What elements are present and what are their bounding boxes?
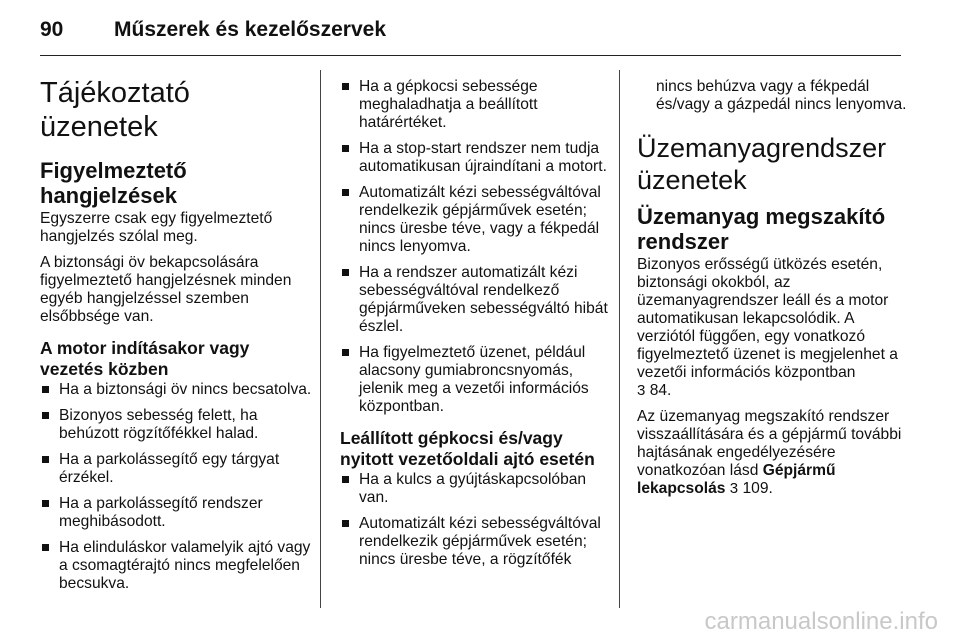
column-divider [320,70,321,608]
list-item: Automatizált kézi sebességváltóval rendelkezik gépjárművek esetén; nincs üresbe téve, a rögzítőfék [340,515,612,569]
subheading-engine-start: A motor indításakor vagy vezetés közben [40,338,250,379]
column-2 [340,64,612,577]
subheading-warning-chimes: Figyelmeztető hangjelzések [40,158,187,208]
paragraph [637,408,909,498]
watermark: carmanualsonline.info [704,608,938,635]
page-reference-icon: 3 [729,480,739,497]
list-item-continued: nincs behúzva vagy a fékpedál és/vagy a gázpedál nincs lenyomva. [656,78,907,113]
list-item: Ha a parkolássegítő rendszer meghibásodott. [40,495,312,531]
paragraph-text: Az üzemanyag megszakító rendszer visszaállítására és a gépjármű további hajtásának engedélyezésére vonatkozóan lásd [637,408,902,479]
bullet-list [340,471,612,569]
subheading-fuel-cutoff: Üzemanyag megszakító rendszer [637,204,886,254]
page-header [40,18,386,48]
paragraph: Egyszerre csak egy figyelmeztető hangjelzés szólal meg. [40,210,273,245]
page-reference: 109. [742,480,773,497]
section-title: Műszerek és kezelőszervek [114,18,387,41]
list-item: Ha a kulcs a gyújtáskapcsolóban van. [340,471,612,507]
list-item: Bizonyos sebesség felett, ha behúzott rögzítőfékkel halad. [40,407,312,443]
paragraph: A biztonsági öv bekapcsolására figyelmeztető hangjelzésnek minden egyéb hangjelzéssel szemben elsőbbsége van. [40,254,292,325]
page-heading: Tájékoztató üzenetek [40,77,190,143]
list-item: Ha a gépkocsi sebessége meghaladhatja a beállított határértéket. [340,78,612,132]
bullet-list [340,78,612,416]
column-3 [637,64,909,506]
list-item: Ha figyelmeztető üzenet, például alacsony gumiabroncsnyomás, jelenik meg a vezetői információs központban. [340,344,612,416]
column-divider [619,70,620,608]
list-item: Ha a biztonsági öv nincs becsatolva. [40,381,312,399]
list-item: Ha a parkolássegítő egy tárgyat érzékel. [40,451,312,487]
column-1 [40,64,312,601]
bullet-list [40,381,312,593]
paragraph-text: Bizonyos erősségű ütközés esetén, biztonsági okokból, az üzemanyagrendszer leáll és a motor automatikusan lekapcsolódik. A verziótól függően, egy vonatkozó figyelmeztető üzenet is megjelenhet a vezetői információs központban [637,256,898,381]
cross-reference-title: Gépjármű lekapcsolás [637,462,836,497]
header-rule [40,55,901,56]
list-item: Ha elinduláskor valamelyik ajtó vagy a csomagtérajtó nincs megfelelően becsukva. [40,539,312,593]
list-item: Ha a rendszer automatizált kézi sebességváltóval rendelkező gépjárműveken sebességváltó hibát észlel. [340,264,612,336]
paragraph [637,256,909,400]
page-reference: 84. [649,382,672,399]
list-item: Automatizált kézi sebességváltóval rendelkezik gépjárművek esetén; nincs üresbe téve, vagy a fékpedál nincs lenyomva. [340,184,612,256]
list-item: Ha a stop-start rendszer nem tudja automatikusan újraindítani a motort. [340,140,612,176]
heading-fuel-system: Üzemanyagrendszer üzenetek [637,133,887,195]
page-number: 90 [40,18,64,41]
bullet-list [637,78,909,114]
subheading-parked-vehicle: Leállított gépkocsi és/vagy nyitott vezetőoldali ajtó esetén [340,428,595,469]
page-reference-icon: 3 [637,382,646,399]
